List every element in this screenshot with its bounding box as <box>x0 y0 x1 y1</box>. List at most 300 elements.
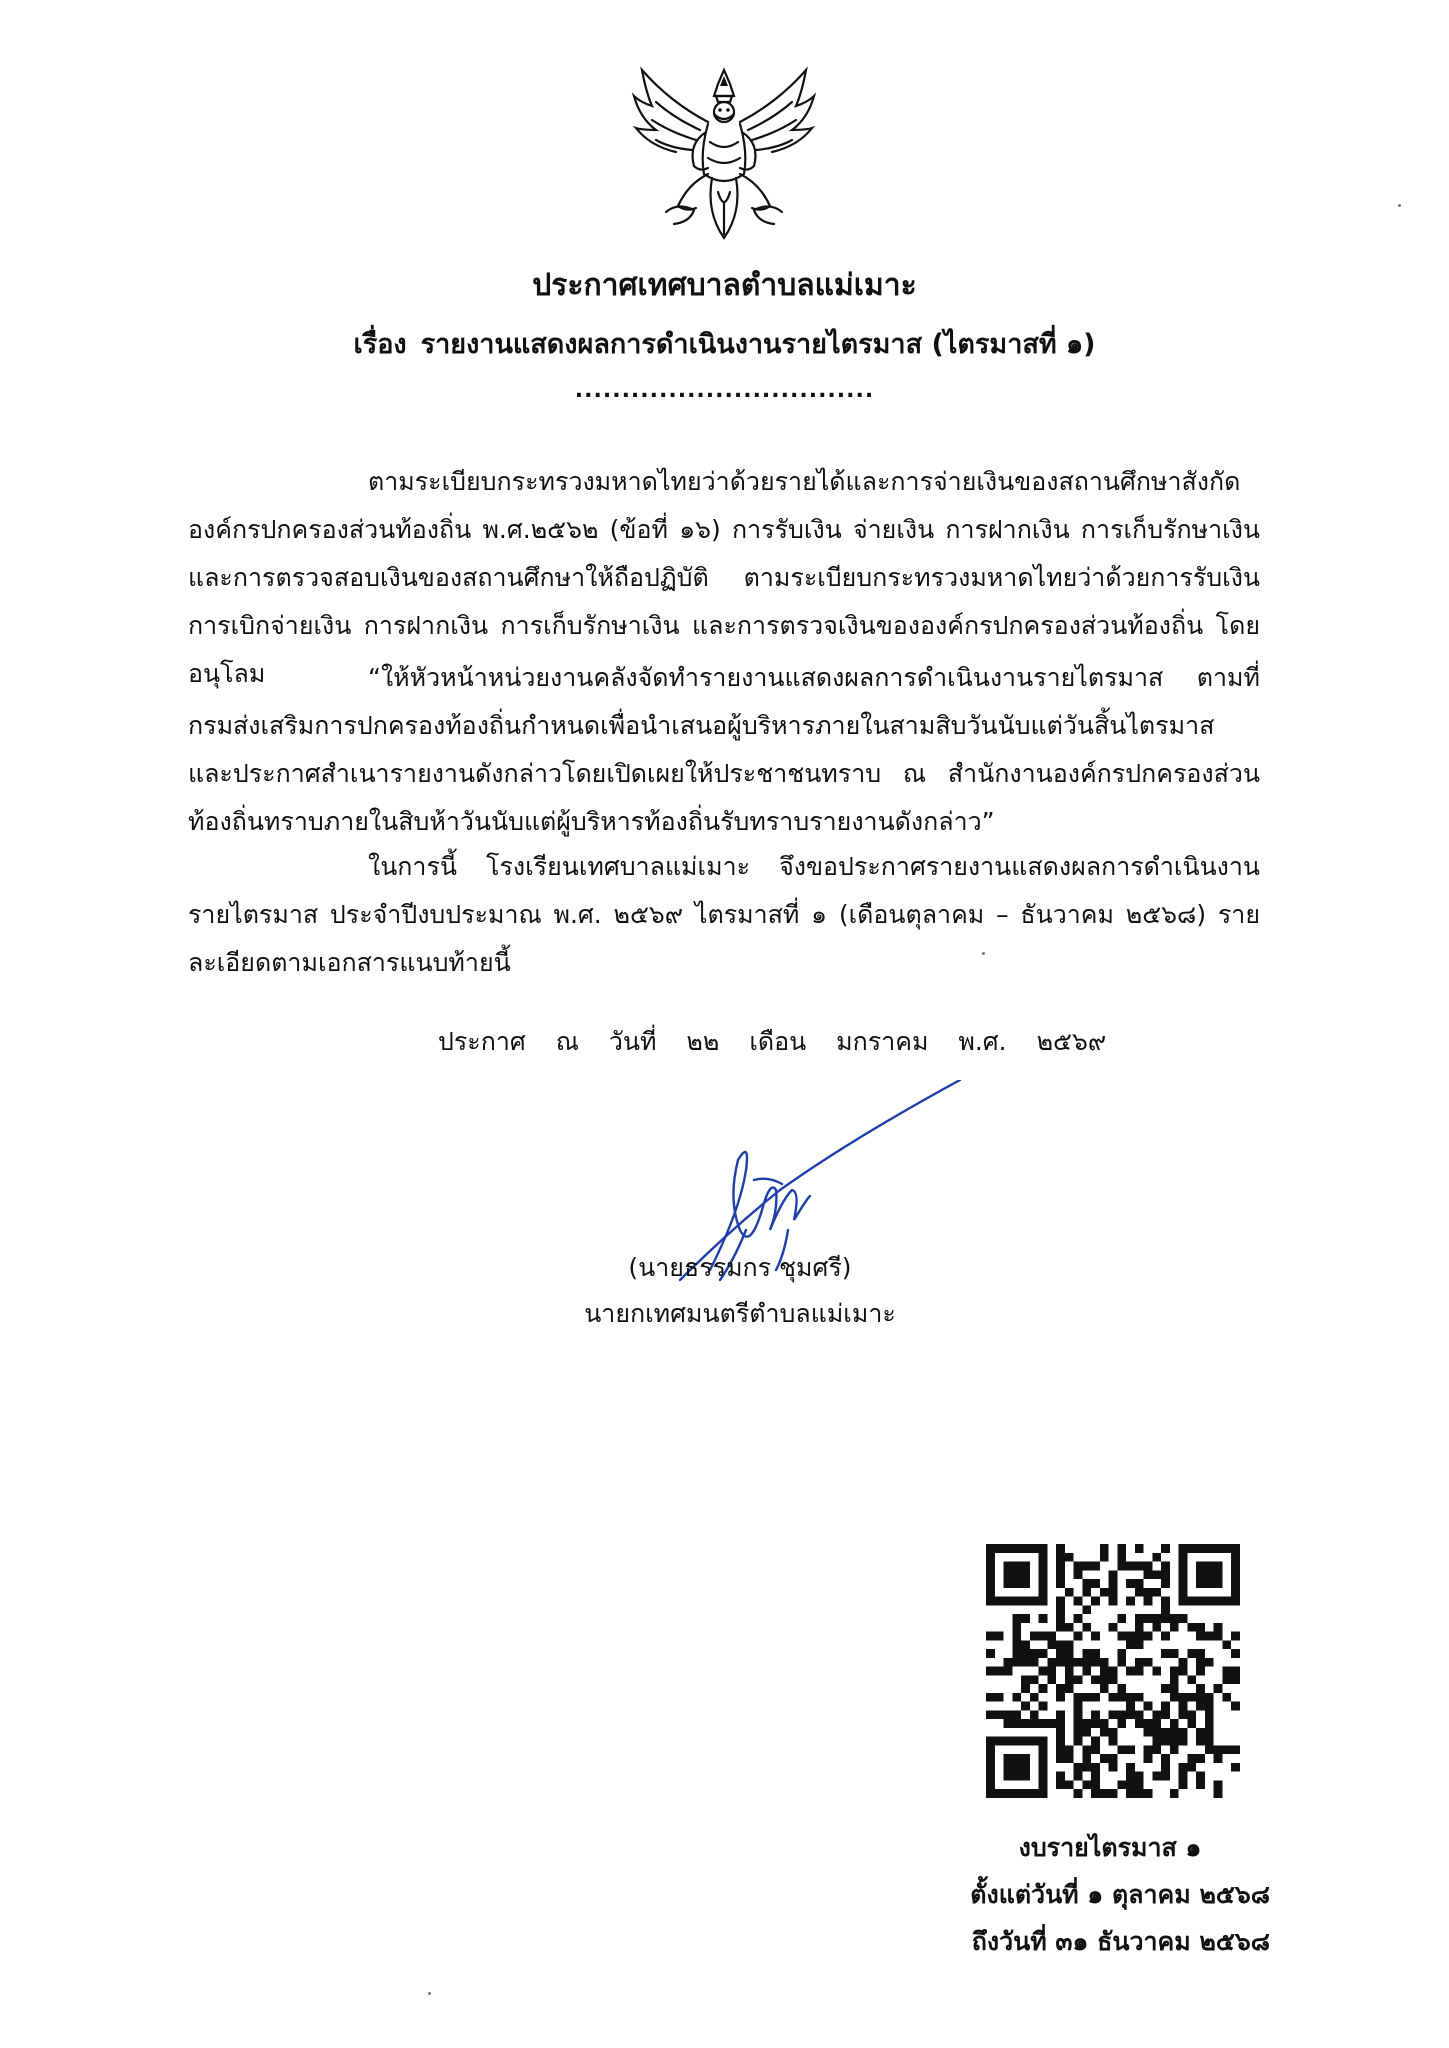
qr-module <box>1222 1597 1231 1606</box>
qr-module <box>1056 1710 1065 1719</box>
qr-module <box>1021 1737 1030 1746</box>
qr-module <box>1039 1562 1048 1571</box>
qr-module <box>1056 1684 1065 1693</box>
qr-module <box>1012 1737 1021 1746</box>
qr-module <box>1179 1780 1188 1789</box>
qr-module <box>986 1780 995 1789</box>
qr-module <box>1214 1754 1223 1763</box>
qr-module <box>1082 1745 1091 1754</box>
qr-module <box>995 1632 1004 1641</box>
title-separator: ................................ <box>574 378 875 403</box>
qr-module <box>1187 1710 1196 1719</box>
qr-module <box>1100 1719 1109 1728</box>
qr-module <box>1021 1649 1030 1658</box>
qr-module <box>1231 1562 1240 1571</box>
qr-module <box>1100 1544 1109 1553</box>
qr-module <box>1091 1693 1100 1702</box>
qr-module <box>995 1789 1004 1798</box>
qr-module <box>995 1710 1004 1719</box>
qr-module <box>1222 1675 1231 1684</box>
qr-module <box>1196 1579 1205 1588</box>
qr-module <box>1187 1623 1196 1632</box>
qr-module <box>1126 1597 1135 1606</box>
qr-module <box>1074 1675 1083 1684</box>
qr-module <box>1214 1562 1223 1571</box>
qr-module <box>1196 1684 1205 1693</box>
qr-module <box>1117 1562 1126 1571</box>
qr-module <box>1056 1553 1065 1562</box>
qr-module <box>1109 1737 1118 1746</box>
qr-module <box>1082 1658 1091 1667</box>
qr-module <box>1214 1789 1223 1798</box>
qr-module <box>1021 1658 1030 1667</box>
qr-module <box>1205 1710 1214 1719</box>
qr-module <box>1039 1570 1048 1579</box>
qr-module <box>1205 1702 1214 1711</box>
qr-module <box>1161 1737 1170 1746</box>
qr-module <box>1091 1562 1100 1571</box>
qr-module <box>1117 1649 1126 1658</box>
qr-module <box>1039 1553 1048 1562</box>
qr-module <box>1135 1562 1144 1571</box>
qr-module <box>1161 1597 1170 1606</box>
qr-module <box>1231 1675 1240 1684</box>
qr-module <box>1205 1544 1214 1553</box>
qr-module <box>1126 1640 1135 1649</box>
qr-module <box>1039 1780 1048 1789</box>
qr-module <box>1196 1597 1205 1606</box>
qr-module <box>1047 1675 1056 1684</box>
qr-module <box>1012 1763 1021 1772</box>
qr-module <box>986 1597 995 1606</box>
qr-module <box>1004 1544 1013 1553</box>
qr-module <box>986 1579 995 1588</box>
qr-module <box>1152 1614 1161 1623</box>
qr-module <box>1152 1719 1161 1728</box>
qr-module <box>1109 1597 1118 1606</box>
qr-module <box>1135 1623 1144 1632</box>
qr-module <box>1004 1763 1013 1772</box>
qr-module <box>986 1789 995 1798</box>
qr-module <box>1074 1789 1083 1798</box>
qr-module <box>1135 1772 1144 1781</box>
qr-module <box>1100 1553 1109 1562</box>
qr-module <box>1074 1737 1083 1746</box>
qr-module <box>1170 1684 1179 1693</box>
qr-module <box>1065 1667 1074 1676</box>
qr-module <box>1187 1597 1196 1606</box>
qr-module <box>1012 1710 1021 1719</box>
qr-module <box>986 1710 995 1719</box>
qr-module <box>1109 1675 1118 1684</box>
qr-module <box>1117 1632 1126 1641</box>
qr-module <box>986 1553 995 1562</box>
qr-module <box>1021 1702 1030 1711</box>
qr-module <box>1205 1693 1214 1702</box>
qr-module <box>1082 1728 1091 1737</box>
qr-module <box>1179 1772 1188 1781</box>
qr-module <box>1004 1658 1013 1667</box>
qr-module <box>1021 1597 1030 1606</box>
qr-module <box>1082 1763 1091 1772</box>
qr-module <box>1126 1562 1135 1571</box>
qr-module <box>1135 1789 1144 1798</box>
qr-module <box>1091 1772 1100 1781</box>
qr-module <box>1091 1675 1100 1684</box>
qr-module <box>1039 1745 1048 1754</box>
qr-module <box>1021 1614 1030 1623</box>
subject-text: รายงานแสดงผลการดำเนินงานรายไตรมาส (ไตรมาสที่ ๑) <box>420 329 1096 360</box>
qr-module <box>1047 1719 1056 1728</box>
qr-module <box>1214 1623 1223 1632</box>
qr-module <box>1109 1579 1118 1588</box>
qr-module <box>1021 1763 1030 1772</box>
qr-module <box>1091 1710 1100 1719</box>
qr-module <box>986 1632 995 1641</box>
qr-module <box>995 1737 1004 1746</box>
qr-module <box>1187 1544 1196 1553</box>
qr-module <box>1056 1780 1065 1789</box>
qr-module <box>1004 1570 1013 1579</box>
qr-module <box>1222 1745 1231 1754</box>
qr-module <box>1117 1614 1126 1623</box>
qr-module <box>1152 1667 1161 1676</box>
qr-module <box>1021 1789 1030 1798</box>
qr-module <box>1170 1614 1179 1623</box>
qr-module <box>1152 1737 1161 1746</box>
qr-module <box>1082 1780 1091 1789</box>
qr-module <box>1231 1570 1240 1579</box>
qr-module <box>1030 1710 1039 1719</box>
qr-module <box>1012 1597 1021 1606</box>
qr-module <box>1144 1597 1153 1606</box>
qr-module <box>1187 1649 1196 1658</box>
qr-module <box>1021 1562 1030 1571</box>
qr-module <box>1074 1562 1083 1571</box>
qr-module <box>1179 1667 1188 1676</box>
qr-module <box>1170 1675 1179 1684</box>
qr-module <box>1161 1684 1170 1693</box>
qr-module <box>986 1667 995 1676</box>
qr-module <box>1109 1754 1118 1763</box>
qr-module <box>1074 1658 1083 1667</box>
qr-module <box>1091 1745 1100 1754</box>
qr-module <box>1039 1544 1048 1553</box>
qr-module <box>1135 1667 1144 1676</box>
qr-module <box>1205 1719 1214 1728</box>
qr-module <box>1144 1632 1153 1641</box>
qr-module <box>1222 1667 1231 1676</box>
qr-module <box>1030 1544 1039 1553</box>
qr-module <box>1170 1623 1179 1632</box>
qr-module <box>1109 1693 1118 1702</box>
qr-module <box>1135 1588 1144 1597</box>
qr-module <box>1135 1544 1144 1553</box>
qr-module <box>1179 1597 1188 1606</box>
qr-module <box>1030 1632 1039 1641</box>
qr-module <box>1056 1719 1065 1728</box>
qr-module <box>1196 1702 1205 1711</box>
qr-module <box>1091 1579 1100 1588</box>
qr-module <box>1091 1719 1100 1728</box>
qr-module <box>1170 1728 1179 1737</box>
qr-module <box>1205 1737 1214 1746</box>
qr-module <box>1196 1728 1205 1737</box>
qr-module <box>986 1562 995 1571</box>
qr-module <box>1126 1745 1135 1754</box>
qr-module <box>1170 1667 1179 1676</box>
qr-module <box>1100 1684 1109 1693</box>
qr-module <box>1231 1588 1240 1597</box>
qr-module <box>1109 1710 1118 1719</box>
qr-module <box>1187 1693 1196 1702</box>
qr-module <box>1012 1719 1021 1728</box>
qr-module <box>1021 1719 1030 1728</box>
qr-module <box>1126 1780 1135 1789</box>
qr-module <box>1187 1675 1196 1684</box>
qr-module <box>1109 1789 1118 1798</box>
qr-module <box>1056 1614 1065 1623</box>
qr-module <box>1196 1658 1205 1667</box>
qr-module <box>1117 1684 1126 1693</box>
qr-module <box>1214 1579 1223 1588</box>
qr-module <box>1004 1562 1013 1571</box>
qr-module <box>1196 1693 1205 1702</box>
body-paragraph-2 <box>188 654 1260 846</box>
qr-module <box>1082 1754 1091 1763</box>
qr-module <box>1091 1763 1100 1772</box>
qr-module <box>1205 1745 1214 1754</box>
qr-module <box>1179 1579 1188 1588</box>
qr-module <box>1082 1562 1091 1571</box>
qr-module <box>1012 1640 1021 1649</box>
qr-module <box>1109 1667 1118 1676</box>
qr-module <box>1039 1719 1048 1728</box>
qr-module <box>1012 1579 1021 1588</box>
qr-module <box>1117 1693 1126 1702</box>
qr-module <box>1047 1658 1056 1667</box>
qr-module <box>1074 1614 1083 1623</box>
qr-module <box>1004 1710 1013 1719</box>
qr-module <box>1187 1763 1196 1772</box>
qr-module <box>1004 1667 1013 1676</box>
qr-module <box>986 1763 995 1772</box>
qr-module <box>1074 1772 1083 1781</box>
quarter-report-label: งบรายไตรมาส ๑ <box>1018 1833 1202 1862</box>
qr-module <box>1161 1702 1170 1711</box>
qr-module <box>1056 1658 1065 1667</box>
qr-module <box>1214 1632 1223 1641</box>
signer-name: (นายธรรมกร ชุมศรี) <box>628 1253 852 1282</box>
qr-module <box>1012 1789 1021 1798</box>
qr-module <box>1074 1597 1083 1606</box>
scan-speck <box>982 952 985 955</box>
qr-module <box>1109 1623 1118 1632</box>
qr-module <box>1039 1579 1048 1588</box>
qr-module <box>1214 1745 1223 1754</box>
qr-module <box>1117 1745 1126 1754</box>
qr-module <box>1012 1658 1021 1667</box>
qr-module <box>1056 1754 1065 1763</box>
qr-module <box>1144 1588 1153 1597</box>
qr-module <box>1152 1728 1161 1737</box>
qr-module <box>1144 1728 1153 1737</box>
qr-module <box>1074 1632 1083 1641</box>
qr-module <box>1074 1719 1083 1728</box>
qr-module <box>1161 1544 1170 1553</box>
qr-module <box>1144 1570 1153 1579</box>
qr-module <box>1205 1658 1214 1667</box>
qr-module <box>986 1588 995 1597</box>
qr-module <box>1091 1597 1100 1606</box>
qr-module <box>1100 1658 1109 1667</box>
qr-module <box>1039 1588 1048 1597</box>
qr-module <box>1056 1693 1065 1702</box>
qr-module <box>1170 1719 1179 1728</box>
qr-module <box>1004 1737 1013 1746</box>
qr-module <box>1144 1754 1153 1763</box>
qr-module <box>1135 1658 1144 1667</box>
qr-module <box>1161 1562 1170 1571</box>
qr-module <box>1004 1754 1013 1763</box>
qr-module <box>1231 1649 1240 1658</box>
qr-module <box>1091 1632 1100 1641</box>
qr-module <box>1030 1658 1039 1667</box>
qr-module <box>1161 1579 1170 1588</box>
qr-module <box>1082 1605 1091 1614</box>
qr-module <box>1196 1667 1205 1676</box>
qr-module <box>1004 1789 1013 1798</box>
qr-module <box>1205 1562 1214 1571</box>
qr-module <box>1187 1719 1196 1728</box>
body-paragraph-3 <box>188 843 1260 987</box>
qr-module <box>1126 1710 1135 1719</box>
qr-module <box>1082 1693 1091 1702</box>
qr-module <box>1091 1658 1100 1667</box>
qr-module <box>1039 1667 1048 1676</box>
qr-module <box>986 1745 995 1754</box>
qr-module <box>1021 1640 1030 1649</box>
qr-module <box>1012 1614 1021 1623</box>
announcement-subject <box>0 322 1449 365</box>
qr-module <box>1117 1710 1126 1719</box>
qr-module <box>1074 1763 1083 1772</box>
qr-module <box>1047 1632 1056 1641</box>
qr-module <box>1109 1588 1118 1597</box>
qr-module <box>1214 1570 1223 1579</box>
qr-module <box>1205 1579 1214 1588</box>
qr-module <box>1039 1632 1048 1641</box>
qr-module <box>1047 1640 1056 1649</box>
qr-module <box>1144 1745 1153 1754</box>
qr-module <box>1152 1745 1161 1754</box>
qr-module <box>1179 1544 1188 1553</box>
qr-module <box>1030 1597 1039 1606</box>
qr-module <box>1179 1553 1188 1562</box>
qr-code-icon[interactable] <box>986 1544 1240 1798</box>
qr-module <box>995 1693 1004 1702</box>
qr-module <box>1039 1763 1048 1772</box>
qr-module <box>1231 1745 1240 1754</box>
qr-module <box>1179 1570 1188 1579</box>
qr-module <box>1004 1579 1013 1588</box>
qr-module <box>1074 1570 1083 1579</box>
qr-module <box>1039 1649 1048 1658</box>
qr-module <box>1012 1570 1021 1579</box>
qr-module <box>1126 1789 1135 1798</box>
qr-module <box>1161 1649 1170 1658</box>
qr-module <box>986 1570 995 1579</box>
qr-module <box>1126 1763 1135 1772</box>
qr-module <box>1082 1588 1091 1597</box>
qr-module <box>1021 1684 1030 1693</box>
qr-module <box>1056 1605 1065 1614</box>
qr-module <box>1074 1710 1083 1719</box>
qr-module <box>1012 1544 1021 1553</box>
qr-module <box>1170 1789 1179 1798</box>
qr-module <box>1135 1632 1144 1641</box>
qr-module <box>1117 1780 1126 1789</box>
qr-module <box>1205 1632 1214 1641</box>
qr-module <box>1179 1737 1188 1746</box>
qr-module <box>1074 1693 1083 1702</box>
qr-module <box>1039 1754 1048 1763</box>
qr-module <box>1021 1772 1030 1781</box>
qr-module <box>1012 1693 1021 1702</box>
qr-module <box>986 1772 995 1781</box>
qr-module <box>1021 1754 1030 1763</box>
qr-module <box>1109 1570 1118 1579</box>
qr-module <box>1039 1737 1048 1746</box>
qr-module <box>1161 1754 1170 1763</box>
qr-module <box>1152 1588 1161 1597</box>
qr-module <box>1144 1562 1153 1571</box>
qr-module <box>1082 1623 1091 1632</box>
qr-module <box>1056 1570 1065 1579</box>
qr-module <box>1021 1675 1030 1684</box>
qr-module <box>1144 1719 1153 1728</box>
qr-module <box>1196 1562 1205 1571</box>
qr-module <box>1135 1614 1144 1623</box>
qr-module <box>1065 1780 1074 1789</box>
qr-module <box>1161 1763 1170 1772</box>
qr-module <box>1161 1772 1170 1781</box>
qr-module <box>1047 1667 1056 1676</box>
qr-module <box>1056 1745 1065 1754</box>
qr-module <box>1082 1649 1091 1658</box>
qr-module <box>1065 1754 1074 1763</box>
qr-module <box>1196 1544 1205 1553</box>
qr-module <box>1056 1623 1065 1632</box>
qr-module <box>1100 1588 1109 1597</box>
qr-module <box>1170 1693 1179 1702</box>
qr-module <box>1004 1719 1013 1728</box>
qr-module <box>1205 1728 1214 1737</box>
qr-module <box>1021 1570 1030 1579</box>
qr-module <box>1021 1544 1030 1553</box>
qr-module <box>1152 1623 1161 1632</box>
qr-module <box>1144 1789 1153 1798</box>
qr-module <box>1187 1754 1196 1763</box>
qr-module <box>1152 1570 1161 1579</box>
qr-module <box>1091 1780 1100 1789</box>
qr-module <box>1135 1780 1144 1789</box>
qr-module <box>1056 1737 1065 1746</box>
qr-module <box>1196 1623 1205 1632</box>
qr-module <box>1056 1579 1065 1588</box>
qr-module <box>1039 1702 1048 1711</box>
qr-module <box>1065 1745 1074 1754</box>
